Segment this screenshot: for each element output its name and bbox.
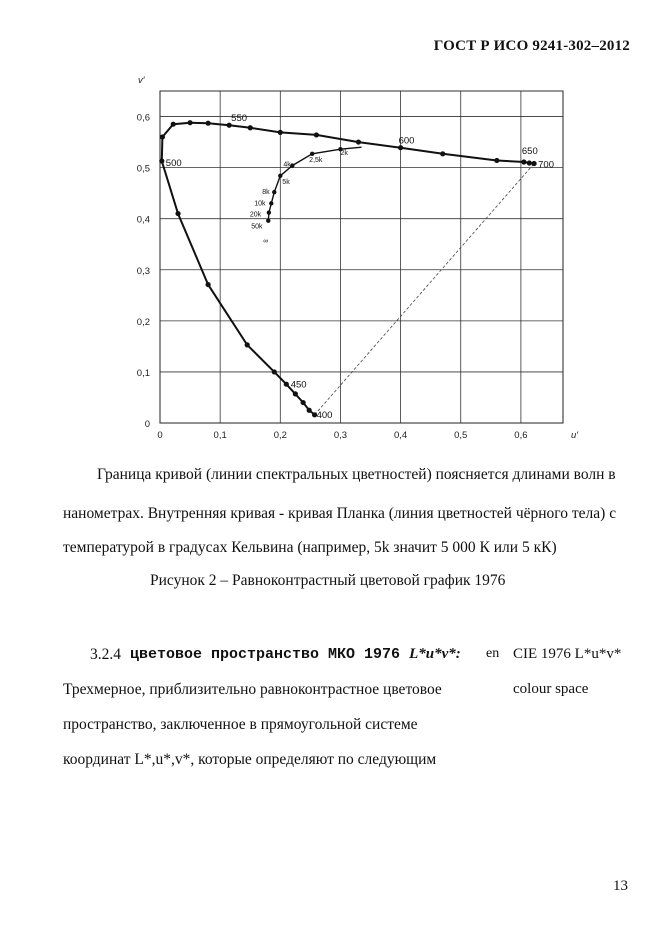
- term-number: 3.2.4: [90, 646, 121, 663]
- y-tick-label: 0,1: [136, 367, 150, 379]
- spectral-point: [160, 134, 165, 139]
- spectral-point: [293, 391, 298, 396]
- spectral-point: [521, 159, 526, 164]
- spectral-point: [206, 282, 211, 287]
- spectral-point: [532, 161, 537, 166]
- caption-line-2: нанометрах. Внутренняя кривая - кривая Планка (линия цветностей чёрного тела) с: [63, 505, 617, 522]
- page-number: 13: [613, 878, 628, 894]
- planck-point: [310, 152, 314, 156]
- wavelength-label: 450: [290, 379, 307, 391]
- x-tick-label: 0,1: [213, 430, 227, 441]
- temperature-label: 4k: [283, 161, 291, 169]
- spectral-point: [440, 151, 445, 156]
- planck-point: [272, 190, 276, 194]
- spectral-point: [301, 400, 306, 405]
- spectral-point: [187, 120, 192, 125]
- figure-title: Рисунок 2 – Равноконтрастный цветовой график 1976: [150, 572, 506, 589]
- spectral-point: [356, 139, 361, 144]
- y-tick-label: 0,5: [136, 163, 150, 175]
- y-tick-label: 0,6: [136, 112, 150, 124]
- y-tick-label: 0,4: [136, 214, 150, 226]
- spectral-point: [314, 132, 319, 137]
- x-axis-label: u′: [571, 430, 579, 441]
- chart-curves: [162, 123, 534, 415]
- temperature-label: 2k: [340, 150, 348, 158]
- y-axis-label: v′: [138, 75, 145, 86]
- spectral-locus: [162, 123, 534, 415]
- planck-point: [266, 219, 270, 223]
- spectral-point: [284, 382, 289, 387]
- temperature-label: 10k: [254, 200, 266, 208]
- temperature-label: ∞: [263, 237, 269, 245]
- planck-point: [290, 163, 294, 167]
- term-en-name-2: colour space: [513, 681, 589, 697]
- planck-point: [267, 210, 271, 214]
- chart-grid: [160, 91, 563, 423]
- spectral-point: [175, 211, 180, 216]
- purple-line: [315, 164, 535, 415]
- caption-line-3: температурой в градусах Кельвина (например, 5k значит 5 000 К или 5 кК): [63, 539, 557, 556]
- spectral-point: [248, 125, 253, 130]
- term-name-text: цветовое пространство МКО 1976: [130, 646, 401, 663]
- chromaticity-chart: [0, 0, 661, 450]
- axis-ticks: [137, 75, 580, 441]
- wavelength-label: 700: [538, 159, 554, 171]
- spectral-point: [272, 369, 277, 374]
- term-symbol: L*u*v*:: [409, 646, 461, 662]
- wavelength-label: 600: [398, 135, 415, 147]
- definition-line-3: координат L*,u*,v*, которые определяют по следующим: [63, 751, 437, 768]
- temperature-label: 2,5k: [309, 156, 323, 164]
- planck-point: [269, 201, 273, 205]
- x-tick-label: 0,5: [454, 430, 468, 441]
- y-tick-label: 0,3: [136, 265, 150, 277]
- chart-points: [159, 120, 537, 417]
- spectral-point: [245, 342, 250, 347]
- term-en-name: CIE 1976 L*u*v*: [513, 646, 622, 662]
- spectral-point: [206, 121, 211, 126]
- wavelength-label: 650: [521, 145, 538, 157]
- x-tick-label: 0,3: [333, 430, 348, 441]
- spectral-point: [307, 408, 312, 413]
- spectral-point: [159, 158, 164, 163]
- definition-line-2: пространство, заключенное в прямоугольной системе: [63, 716, 418, 733]
- x-tick-label: 0,6: [514, 430, 528, 441]
- x-tick-label: 0,4: [393, 430, 408, 441]
- spectral-point: [171, 122, 176, 127]
- x-tick-label: 0,2: [273, 430, 287, 441]
- term-lang: en: [486, 646, 500, 661]
- caption-line-1: Граница кривой (линии спектральных цветностей) поясняется длинами волн в: [97, 466, 616, 483]
- wavelength-label: 550: [231, 113, 248, 125]
- spectral-point: [278, 130, 283, 135]
- term-name: [130, 646, 461, 663]
- spectral-point: [527, 160, 532, 165]
- standard-header: ГОСТ Р ИСО 9241-302–2012: [433, 38, 630, 54]
- planck-point: [278, 174, 282, 178]
- x-tick-label: 0: [157, 430, 163, 441]
- wavelength-label: 500: [165, 157, 182, 169]
- definition-line-1: Трехмерное, приблизительно равноконтрастное цветовое: [63, 681, 442, 698]
- spectral-point: [494, 158, 499, 163]
- temperature-label: 5k: [282, 178, 290, 186]
- wavelength-label: 400: [316, 409, 333, 421]
- y-tick-label: 0: [144, 419, 150, 430]
- temperature-label: 8k: [262, 189, 270, 197]
- y-tick-label: 0,2: [136, 316, 150, 328]
- temperature-label: 50k: [251, 223, 263, 231]
- temperature-label: 20k: [249, 211, 262, 219]
